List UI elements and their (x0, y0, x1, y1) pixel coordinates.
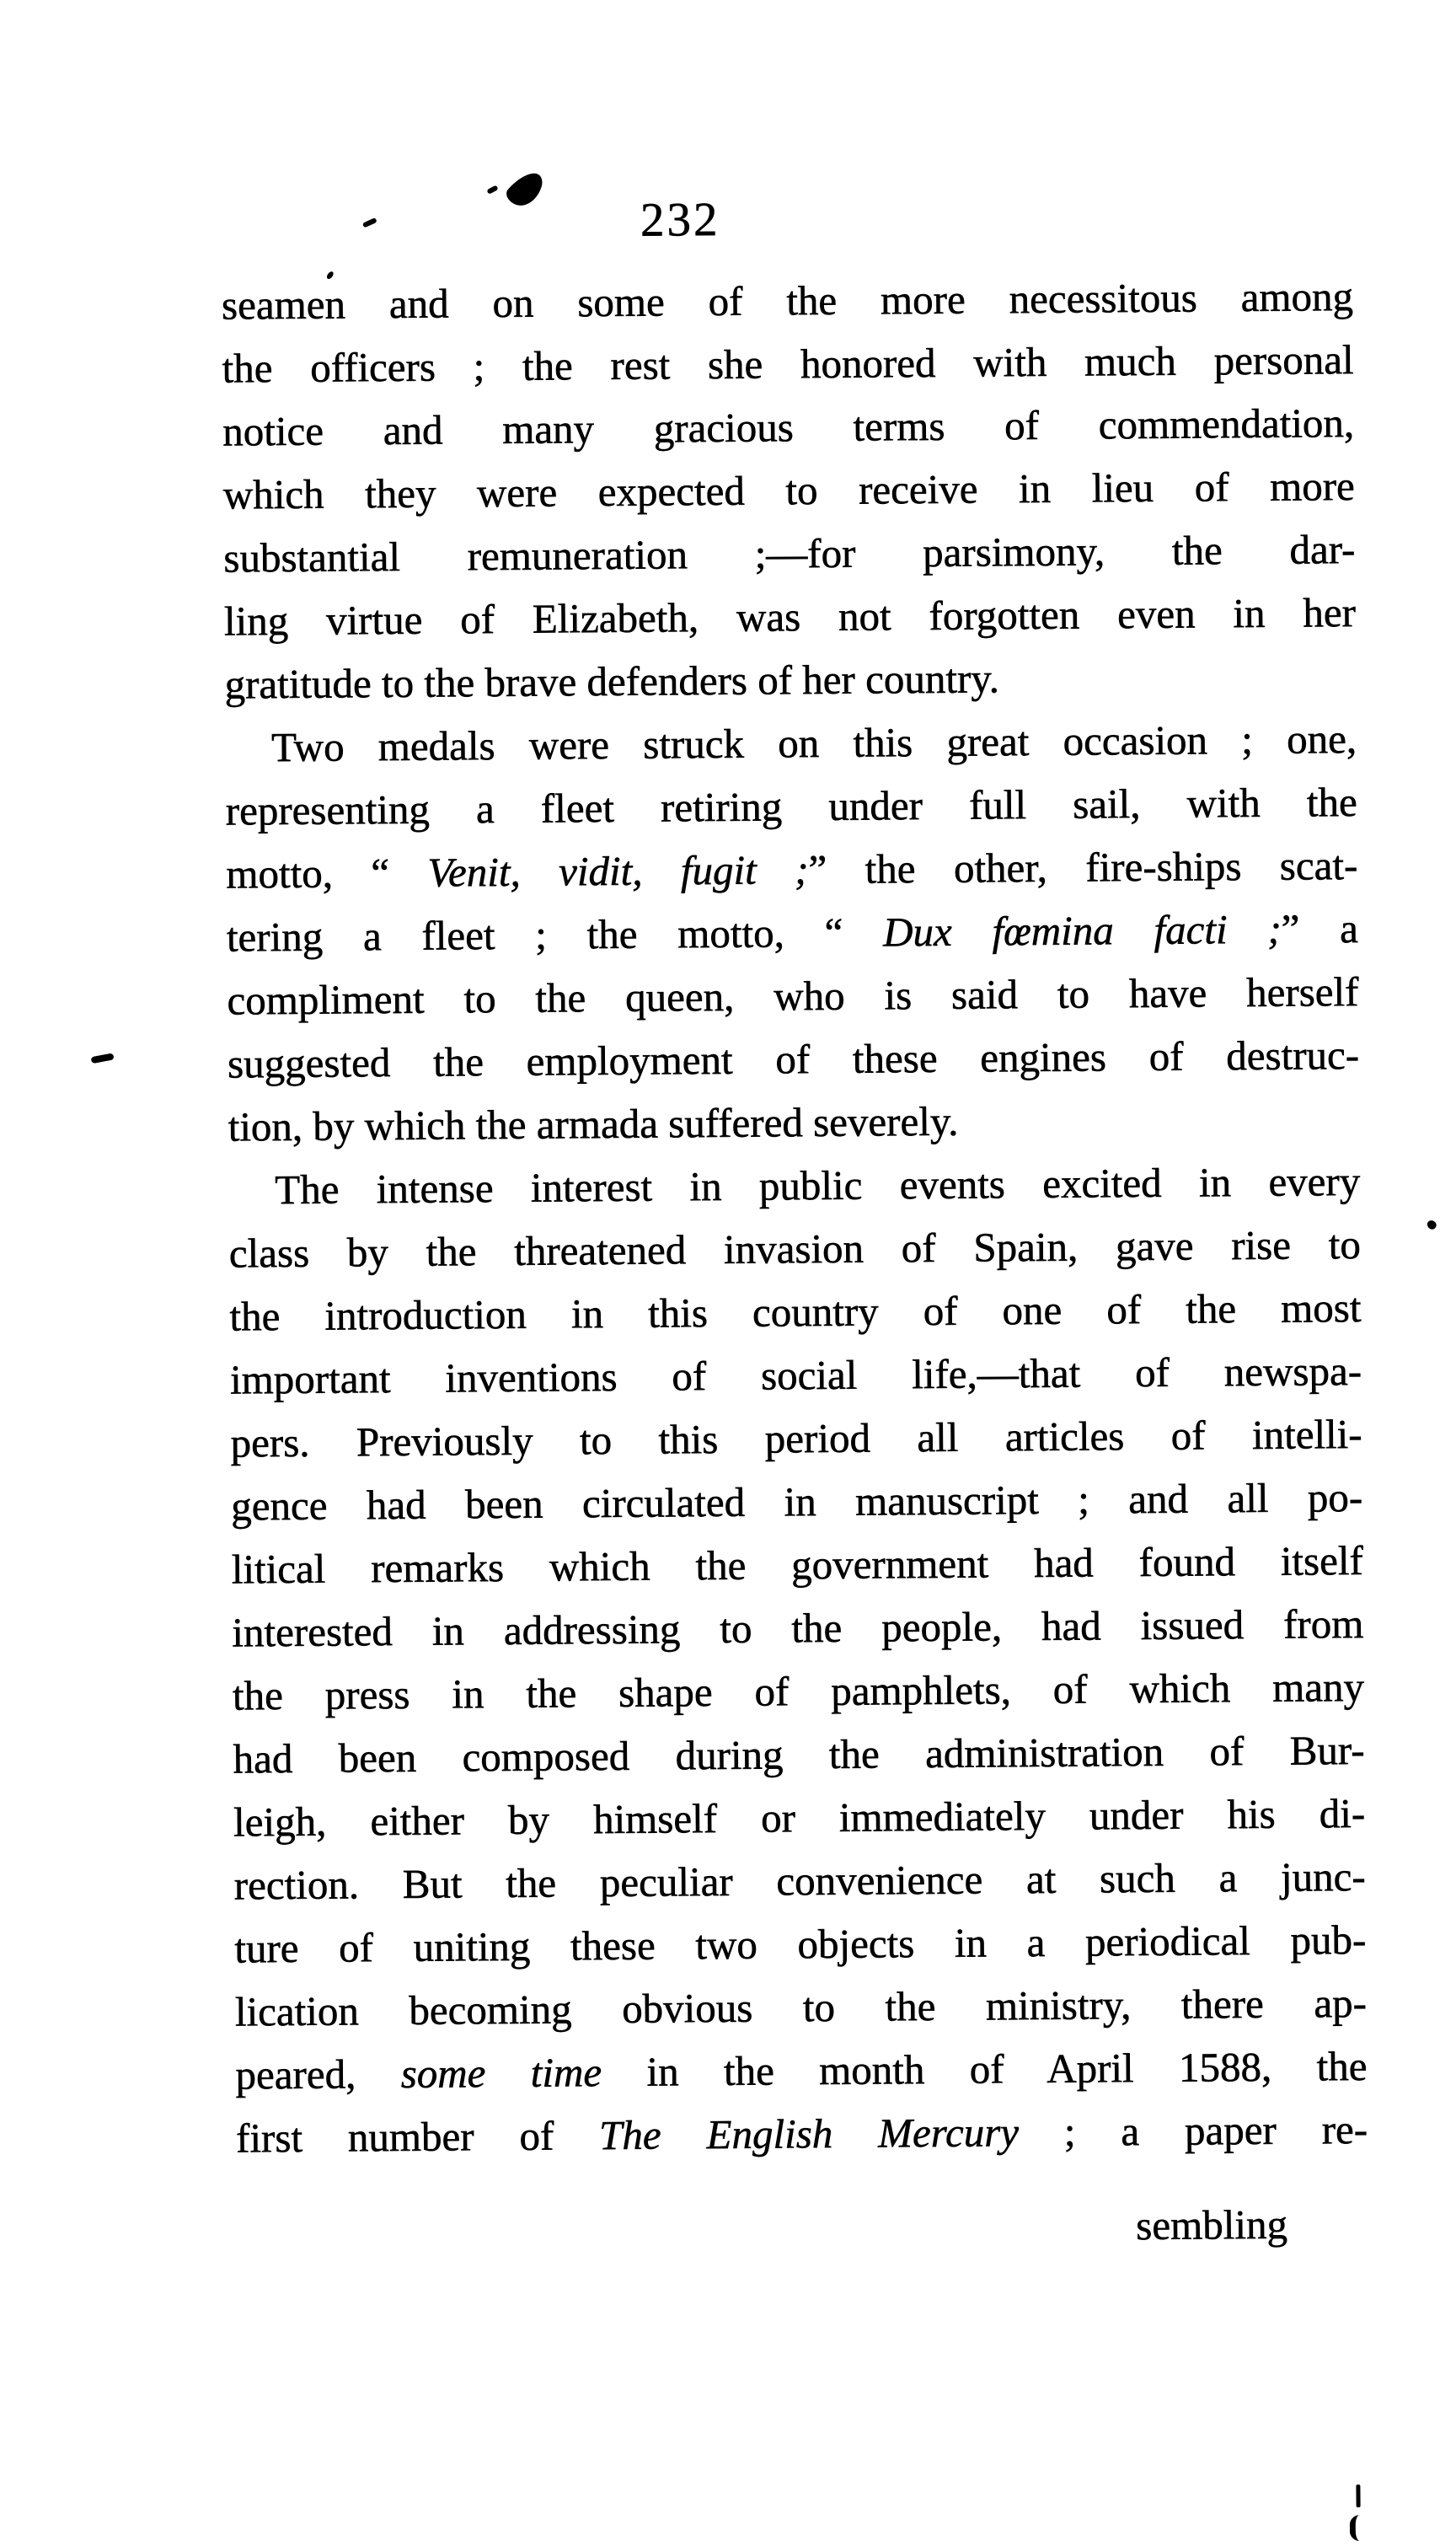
ink-speck-dash (362, 217, 377, 228)
text-line (224, 581, 1357, 653)
text-line (230, 1402, 1362, 1475)
text-segment: ” the other, fire-ships scat- (808, 842, 1358, 893)
text-line (235, 1971, 1368, 2044)
text-segment: class by the threatened invasion of Spain, gave rise to (228, 1221, 1362, 1277)
text-line (231, 1466, 1363, 1538)
text-segment: Two medals were struck on this great occasion ; one, (270, 716, 1357, 771)
text-line (227, 897, 1359, 969)
text-line (222, 328, 1354, 400)
text-line (224, 644, 1357, 716)
text-line (226, 833, 1358, 906)
text-line (233, 1845, 1366, 1917)
text-segment: the officers ; the rest she honored with much personal (222, 336, 1354, 392)
text-segment: important inventions of social life,—that of newspa- (229, 1348, 1362, 1403)
text-segment-italic: Venit, vidit, fugit ; (427, 846, 809, 896)
text-line (225, 707, 1357, 780)
text-segment: gratitude to the brave defenders of her country. (224, 655, 1000, 708)
page-text (222, 265, 1368, 2169)
text-segment: lication becoming obvious to the ministry, there ap- (234, 1980, 1368, 2035)
ink-speck-tick (486, 185, 498, 194)
text-segment: compliment to the queen, who is said to have herself (227, 968, 1359, 1024)
text-segment: interested in addressing to the people, had issued from (232, 1600, 1364, 1656)
text-line (229, 1213, 1362, 1285)
text-line (233, 1718, 1365, 1791)
page-number: 232 (640, 193, 720, 247)
text-segment: which they were expected to receive in lieu of more (222, 463, 1355, 518)
text-line (236, 2098, 1368, 2170)
text-line (223, 517, 1356, 590)
text-segment: representing a fleet retiring under full sail, with the (225, 779, 1357, 834)
text-segment-italic: Dux fœmina facti ; (882, 905, 1282, 956)
text-segment: motto, “ (226, 849, 428, 898)
text-line (228, 1023, 1360, 1096)
text-line (232, 1529, 1364, 1601)
text-line (228, 1086, 1360, 1159)
text-line (222, 265, 1354, 337)
text-segment-italic: some time (400, 2049, 602, 2098)
text-line (232, 1592, 1364, 1664)
text-segment-italic: The English Mercury (598, 2109, 1020, 2159)
text-line (228, 1150, 1361, 1222)
bottom-corner-ink-curve (1350, 2515, 1367, 2541)
text-segment: The intense interest in public events excited in every (275, 1158, 1361, 1214)
text-segment: peared, (235, 2050, 401, 2098)
text-segment: ling virtue of Elizabeth, was not forgotten even in her (223, 589, 1357, 645)
text-segment: ture of uniting these two objects in a periodical pub- (234, 1916, 1367, 1972)
text-line (235, 2034, 1368, 2107)
text-line (233, 1655, 1365, 1728)
text-line (233, 1782, 1366, 1854)
text-line (234, 1908, 1367, 1981)
text-segment: gence had been circulated in manuscript ; and all po- (231, 1474, 1363, 1530)
text-segment: leigh, either by himself or immediately under his di- (233, 1790, 1366, 1846)
text-line (223, 454, 1356, 527)
text-segment: substantial remuneration ;—for parsimony, the dar- (223, 526, 1356, 582)
text-segment: the press in the shape of pamphlets, of which many (232, 1664, 1365, 1719)
text-line (225, 770, 1357, 843)
text-segment: ; a paper re- (1018, 2106, 1368, 2156)
catchword: sembling (1136, 2200, 1288, 2249)
text-segment: pers. Previously to this period all articles of intelli- (230, 1411, 1362, 1466)
text-segment: ” a (1281, 905, 1359, 952)
right-margin-ink-dot (1426, 1219, 1438, 1230)
text-segment: litical remarks which the government had found itself (231, 1537, 1364, 1593)
text-segment: notice and many gracious terms of commendation, (222, 399, 1355, 455)
text-segment: had been composed during the administration of Bur- (233, 1727, 1365, 1782)
text-line (230, 1339, 1362, 1412)
text-segment: suggested the employment of these engines of destruc- (227, 1032, 1360, 1087)
text-segment: first number of (235, 2112, 600, 2162)
text-segment: rection. But the peculiar convenience at such a junc- (233, 1853, 1366, 1909)
text-segment: tion, by which the armada suffered severely. (228, 1097, 959, 1150)
text-line (227, 960, 1359, 1032)
text-segment: tering a fleet ; the motto, “ (226, 909, 884, 961)
text-line (222, 391, 1355, 464)
text-segment: the introduction in this country of one of the most (229, 1284, 1362, 1340)
left-margin-ink-dash (91, 1053, 115, 1064)
text-line (229, 1276, 1362, 1348)
text-segment: in the month of April 1588, the (601, 2043, 1368, 2096)
bottom-corner-ink-tick (1356, 2484, 1360, 2507)
ink-flourish-mark (504, 172, 544, 214)
text-segment: seamen and on some of the more necessitous among (221, 273, 1354, 329)
